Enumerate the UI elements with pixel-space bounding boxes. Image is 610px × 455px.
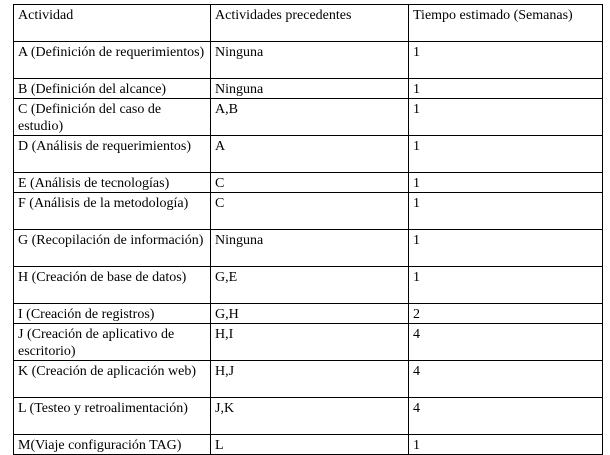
header-tiempo: Tiempo estimado (Semanas) xyxy=(409,5,603,42)
cell-actividad: E (Análisis de tecnologías) xyxy=(14,173,211,193)
cell-tiempo: 1 xyxy=(409,42,603,79)
cell-precedentes: Ninguna xyxy=(211,230,409,267)
cell-actividad: L (Testeo y retroalimentación) xyxy=(14,398,211,435)
table-row xyxy=(14,230,603,267)
table-header-row xyxy=(14,5,603,42)
cell-precedentes: H,I xyxy=(211,324,409,361)
table-row xyxy=(14,99,603,136)
cell-actividad: I (Creación de registros) xyxy=(14,304,211,324)
cell-tiempo: 1 xyxy=(409,99,603,136)
cell-actividad: F (Análisis de la metodología) xyxy=(14,193,211,230)
cell-tiempo: 4 xyxy=(409,361,603,398)
cell-precedentes: L xyxy=(211,435,409,455)
cell-precedentes: Ninguna xyxy=(211,42,409,79)
cell-precedentes: A,B xyxy=(211,99,409,136)
cell-actividad: A (Definición de requerimientos) xyxy=(14,42,211,79)
cell-tiempo: 1 xyxy=(409,435,603,455)
cell-actividad: K (Creación de aplicación web) xyxy=(14,361,211,398)
table-row xyxy=(14,42,603,79)
cell-tiempo: 2 xyxy=(409,304,603,324)
cell-precedentes: G,H xyxy=(211,304,409,324)
cell-actividad: M(Viaje configuración TAG) xyxy=(14,435,211,455)
cell-tiempo: 1 xyxy=(409,267,603,304)
table-row xyxy=(14,324,603,361)
table-row xyxy=(14,361,603,398)
cell-tiempo: 4 xyxy=(409,324,603,361)
table-row xyxy=(14,398,603,435)
cell-precedentes: H,J xyxy=(211,361,409,398)
cell-actividad: G (Recopilación de información) xyxy=(14,230,211,267)
table-row xyxy=(14,173,603,193)
cell-tiempo: 1 xyxy=(409,79,603,99)
cell-actividad: B (Definición del alcance) xyxy=(14,79,211,99)
table-row xyxy=(14,304,603,324)
cell-precedentes: C xyxy=(211,193,409,230)
cell-actividad: C (Definición del caso de estudio) xyxy=(14,99,211,136)
cell-precedentes: J,K xyxy=(211,398,409,435)
table-row xyxy=(14,267,603,304)
cell-tiempo: 4 xyxy=(409,398,603,435)
cell-tiempo: 1 xyxy=(409,173,603,193)
cell-actividad: H (Creación de base de datos) xyxy=(14,267,211,304)
cell-actividad: J (Creación de aplicativo de escritorio) xyxy=(14,324,211,361)
cell-precedentes: G,E xyxy=(211,267,409,304)
activities-table xyxy=(13,4,603,455)
table-row xyxy=(14,435,603,455)
table-row xyxy=(14,193,603,230)
cell-precedentes: A xyxy=(211,136,409,173)
cell-actividad: D (Análisis de requerimientos) xyxy=(14,136,211,173)
cell-precedentes: C xyxy=(211,173,409,193)
cell-tiempo: 1 xyxy=(409,230,603,267)
table-row xyxy=(14,136,603,173)
cell-tiempo: 1 xyxy=(409,136,603,173)
cell-precedentes: Ninguna xyxy=(211,79,409,99)
cell-tiempo: 1 xyxy=(409,193,603,230)
table-row xyxy=(14,79,603,99)
header-actividad: Actividad xyxy=(14,5,211,42)
header-precedentes: Actividades precedentes xyxy=(211,5,409,42)
